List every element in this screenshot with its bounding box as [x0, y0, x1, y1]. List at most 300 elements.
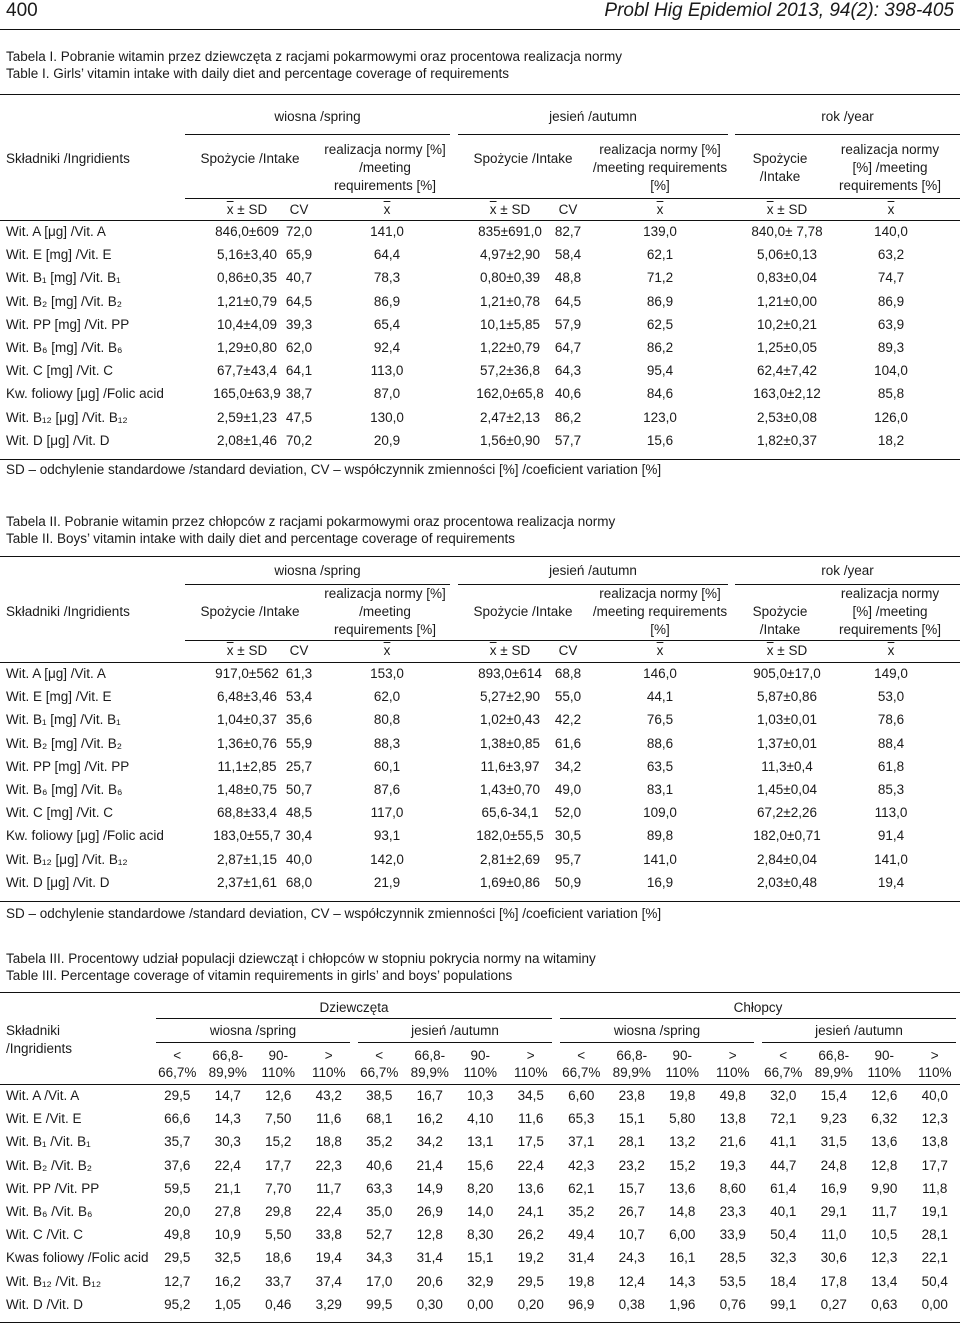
table-cell: 1,82±0,37 [732, 432, 842, 450]
table-cell: 12,4 [607, 1273, 658, 1291]
subheader-cell: $\overline{x}$ ± SD [182, 642, 312, 660]
table-cell: 1,36±0,76 [182, 735, 312, 753]
season-header: wiosna /spring [556, 1022, 758, 1040]
table-cell: 109,0 [590, 804, 730, 822]
table-cell: 37,6 [152, 1157, 203, 1175]
table-cell: 11,0 [809, 1226, 860, 1244]
header-bottom-rule [0, 1084, 960, 1085]
table-cell: 14,0 [455, 1203, 506, 1221]
table-cell: 64,3 [545, 362, 591, 380]
table-cell: 44,7 [758, 1157, 809, 1175]
table-cell: 40,0 [910, 1087, 960, 1105]
table-cell: 19,8 [556, 1273, 607, 1291]
table-cell: 0,80±0,39 [455, 269, 565, 287]
table-cell: 63,2 [835, 246, 947, 264]
table-cell: 50,4 [758, 1226, 809, 1244]
table-cell: 62,5 [590, 316, 730, 334]
table-cell: 2,53±0,08 [732, 409, 842, 427]
table-cell: 37,4 [304, 1273, 355, 1291]
table-cell: 62,0 [276, 339, 322, 357]
table-cell: 31,4 [556, 1249, 607, 1267]
table-cell: 53,4 [276, 688, 322, 706]
table-cell: 846,0±609 [182, 223, 312, 241]
table-cell: 70,2 [276, 432, 322, 450]
table-cell: 20,6 [405, 1273, 456, 1291]
table-cell: 32,3 [758, 1249, 809, 1267]
table-cell: 35,6 [276, 711, 322, 729]
table-cell: 34,5 [506, 1087, 557, 1105]
table-cell: 95,4 [590, 362, 730, 380]
row-header: Składniki /Ingridients [6, 603, 130, 621]
table-cell: 11,8 [910, 1180, 960, 1198]
table-cell: 0,46 [253, 1296, 304, 1314]
row-header: Składniki /Ingridients [6, 1022, 106, 1058]
table-cell: 22,4 [203, 1157, 254, 1175]
table-cell: 1,48±0,75 [182, 781, 312, 799]
table-cell: 19,3 [708, 1157, 759, 1175]
column-header: Spożycie /Intake [185, 150, 315, 168]
table-cell: 25,7 [276, 758, 322, 776]
table-cell: 0,00 [910, 1296, 960, 1314]
bin-header: 66,7% [556, 1064, 607, 1082]
table-cell: 50,9 [545, 874, 591, 892]
page-header [0, 0, 960, 26]
bin-header: 90- [455, 1047, 506, 1065]
table-cell: 61,8 [835, 758, 947, 776]
season-rule [560, 1042, 754, 1043]
column-header: realizacja normy [%] /meeting requirements [%] [320, 585, 450, 639]
table-cell: 1,38±0,85 [455, 735, 565, 753]
table-cell: 11,7 [859, 1203, 910, 1221]
table-cell: 17,7 [253, 1157, 304, 1175]
table-cell: 146,0 [590, 665, 730, 683]
table-cell: 22,3 [304, 1157, 355, 1175]
table-cell: 31,4 [405, 1249, 456, 1267]
table-cell: 10,2±0,21 [732, 316, 842, 334]
table-cell: 11,6 [506, 1110, 557, 1128]
table-cell: 0,00 [455, 1296, 506, 1314]
subheader-cell: $\overline{x}$ [590, 201, 730, 219]
table-cell: 29,5 [152, 1087, 203, 1105]
table-cell: 2,47±2,13 [455, 409, 565, 427]
table-cell: 2,81±2,69 [455, 851, 565, 869]
table-cell: 28,1 [910, 1226, 960, 1244]
table-cell: 87,0 [322, 385, 452, 403]
table-cell: 5,06±0,13 [732, 246, 842, 264]
table-cell: 93,1 [322, 827, 452, 845]
season-header: rok /year [735, 562, 960, 580]
subheader-cell: $\overline{x}$ [322, 642, 452, 660]
table-cell: 18,2 [835, 432, 947, 450]
column-header: Spożycie /Intake [185, 603, 315, 621]
table-cell: 9,23 [809, 1110, 860, 1128]
row-label: Wit. D /Vit. D [6, 1296, 83, 1314]
table-cell: 63,3 [354, 1180, 405, 1198]
table-cell: 53,5 [708, 1273, 759, 1291]
table-bottom-rule [0, 901, 960, 902]
table-cell: 65,9 [276, 246, 322, 264]
table-cell: 19,8 [657, 1087, 708, 1105]
table-cell: 6,00 [657, 1226, 708, 1244]
table-cell: 17,0 [354, 1273, 405, 1291]
table-cell: 1,43±0,70 [455, 781, 565, 799]
table-cell: 29,5 [152, 1249, 203, 1267]
table-cell: 80,8 [322, 711, 452, 729]
table-cell: 4,97±2,90 [455, 246, 565, 264]
caption-en: Table III. Percentage coverage of vitamin requirements in girls’ and boys’ populations [6, 967, 596, 984]
caption-pl: Tabela I. Pobranie witamin przez dziewczęta z racjami pokarmowymi oraz procentowa realizacja normy [6, 48, 622, 65]
table-cell: 64,5 [545, 293, 591, 311]
season-rule [735, 134, 960, 135]
table-cell: 7,70 [253, 1180, 304, 1198]
column-header: realizacja normy [%] /meeting requirements [%] [590, 585, 730, 639]
row-label: Wit. B₁₂ /Vit. B₁₂ [6, 1273, 101, 1291]
bin-header: 110% [708, 1064, 759, 1082]
table-cell: 68,0 [276, 874, 322, 892]
table-cell: 64,4 [322, 246, 452, 264]
table-cell: 12,3 [910, 1110, 960, 1128]
table-cell: 6,60 [556, 1087, 607, 1105]
table-cell: 17,5 [506, 1133, 557, 1151]
table-cell: 68,8 [545, 665, 591, 683]
table-cell: 12,3 [859, 1249, 910, 1267]
table-cell: 57,9 [545, 316, 591, 334]
column-header: realizacja normy [%] /meeting requirements [%] [320, 141, 450, 195]
table-cell: 62,1 [556, 1180, 607, 1198]
row-label: Wit. D [μg] /Vit. D [6, 432, 110, 450]
column-header: Spożycie /Intake [458, 150, 588, 168]
bin-header: 66,7% [354, 1064, 405, 1082]
table-cell: 1,56±0,90 [455, 432, 565, 450]
table-cell: 33,7 [253, 1273, 304, 1291]
table-cell: 1,22±0,79 [455, 339, 565, 357]
table-cell: 30,5 [545, 827, 591, 845]
row-header: Składniki /Ingridients [6, 150, 130, 168]
table-cell: 50,7 [276, 781, 322, 799]
table-cell: 126,0 [835, 409, 947, 427]
table-cell: 182,0±0,71 [732, 827, 842, 845]
table-cell: 89,3 [835, 339, 947, 357]
table-cell: 24,8 [809, 1157, 860, 1175]
season-header: rok /year [735, 108, 960, 126]
table-cell: 89,8 [590, 827, 730, 845]
table-cell: 117,0 [322, 804, 452, 822]
table-cell: 92,4 [322, 339, 452, 357]
table-cell: 5,16±3,40 [182, 246, 312, 264]
table-cell: 19,1 [910, 1203, 960, 1221]
column-header: Spożycie /Intake [735, 150, 825, 186]
table-cell: 49,0 [545, 781, 591, 799]
caption-pl: Tabela III. Procentowy udział populacji dziewcząt i chłopców w stopniu pokrycia normy na witaminy [6, 950, 596, 967]
bin-header: 90- [253, 1047, 304, 1065]
table-cell: 88,6 [590, 735, 730, 753]
table-cell: 24,3 [607, 1249, 658, 1267]
table-cell: 30,4 [276, 827, 322, 845]
table-cell: 140,0 [835, 223, 947, 241]
table-cell: 58,4 [545, 246, 591, 264]
table-cell: 15,6 [455, 1157, 506, 1175]
table-cell: 52,0 [545, 804, 591, 822]
table-cell: 1,96 [657, 1296, 708, 1314]
table-cell: 68,8±33,4 [182, 804, 312, 822]
table-cell: 64,1 [276, 362, 322, 380]
table-cell: 34,2 [545, 758, 591, 776]
table-cell: 15,4 [809, 1087, 860, 1105]
table-cell: 33,9 [708, 1226, 759, 1244]
table-cell: 67,2±2,26 [732, 804, 842, 822]
table-cell: 17,8 [809, 1273, 860, 1291]
table-cell: 139,0 [590, 223, 730, 241]
row-label: Wit. B₁ [mg] /Vit. B₁ [6, 711, 121, 729]
table-cell: 163,0±2,12 [732, 385, 842, 403]
table-cell: 13,6 [506, 1180, 557, 1198]
table-cell: 16,2 [203, 1273, 254, 1291]
table-cell: 12,6 [253, 1087, 304, 1105]
table-cell: 32,5 [203, 1249, 254, 1267]
row-label: Wit. B₁ /Vit. B₁ [6, 1133, 91, 1151]
subheader-cell: $\overline{x}$ ± SD [182, 201, 312, 219]
table-cell: 22,4 [506, 1157, 557, 1175]
table-cell: 65,6-34,1 [455, 804, 565, 822]
table-cell: 4,10 [455, 1110, 506, 1128]
table-cell: 0,38 [607, 1296, 658, 1314]
table-cell: 10,4±4,09 [182, 316, 312, 334]
bin-header: 89,9% [405, 1064, 456, 1082]
row-label: Wit. PP /Vit. PP [6, 1180, 99, 1198]
row-label: Kw. foliowy [μg] /Folic acid [6, 827, 164, 845]
row-label: Wit. A [μg] /Vit. A [6, 223, 106, 241]
table-cell: 40,6 [545, 385, 591, 403]
table-cell: 0,30 [405, 1296, 456, 1314]
table-cell: 15,2 [657, 1157, 708, 1175]
subheader-cell: CV [276, 201, 322, 219]
table-cell: 11,1±2,85 [182, 758, 312, 776]
table-cell: 840,0± 7,78 [732, 223, 842, 241]
table-cell: 82,7 [545, 223, 591, 241]
bin-header: < [556, 1047, 607, 1065]
table-cell: 55,0 [545, 688, 591, 706]
caption-en: Table II. Boys’ vitamin intake with daily diet and percentage coverage of requirements [6, 530, 615, 547]
table-cell: 38,5 [354, 1087, 405, 1105]
table-top-rule [0, 556, 960, 557]
table-cell: 26,7 [607, 1203, 658, 1221]
table-cell: 2,87±1,15 [182, 851, 312, 869]
bin-header: 66,7% [152, 1064, 203, 1082]
table-cell: 40,7 [276, 269, 322, 287]
table-cell: 30,3 [203, 1133, 254, 1151]
table-cell: 835±691,0 [455, 223, 565, 241]
season-header: wiosna /spring [185, 562, 450, 580]
row-label: Wit. D [μg] /Vit. D [6, 874, 110, 892]
table-cell: 113,0 [322, 362, 452, 380]
subheader-cell: $\overline{x}$ [835, 642, 947, 660]
table-cell: 43,2 [304, 1087, 355, 1105]
subheader-cell: $\overline{x}$ [322, 201, 452, 219]
table-cell: 57,7 [545, 432, 591, 450]
table-cell: 72,0 [276, 223, 322, 241]
table-cell: 32,0 [758, 1087, 809, 1105]
table-cell: 13,6 [859, 1133, 910, 1151]
table-cell: 8,60 [708, 1180, 759, 1198]
table-cell: 10,3 [455, 1087, 506, 1105]
table-cell: 19,2 [506, 1249, 557, 1267]
row-label: Wit. B₁ [mg] /Vit. B₁ [6, 269, 121, 287]
bin-header: > [304, 1047, 355, 1065]
table-cell: 16,2 [405, 1110, 456, 1128]
table-cell: 49,8 [708, 1087, 759, 1105]
column-header: realizacja normy [%] /meeting requirements [%] [830, 141, 950, 195]
table-cell: 62,1 [590, 246, 730, 264]
bin-header: 90- [657, 1047, 708, 1065]
table-cell: 130,0 [322, 409, 452, 427]
season-header: jesień /autumn [354, 1022, 556, 1040]
season-rule [156, 1042, 350, 1043]
table-cell: 15,1 [455, 1249, 506, 1267]
table-cell: 20,9 [322, 432, 452, 450]
season-header: jesień /autumn [458, 108, 728, 126]
table-cell: 1,02±0,43 [455, 711, 565, 729]
table-cell: 8,20 [455, 1180, 506, 1198]
row-label: Kw. foliowy [μg] /Folic acid [6, 385, 164, 403]
table-cell: 149,0 [835, 665, 947, 683]
table-cell: 28,1 [607, 1133, 658, 1151]
table-cell: 3,29 [304, 1296, 355, 1314]
table-cell: 33,8 [304, 1226, 355, 1244]
table-cell: 59,5 [152, 1180, 203, 1198]
header-rule [0, 29, 960, 30]
table-cell: 1,21±0,78 [455, 293, 565, 311]
subheader-cell: $\overline{x}$ [835, 201, 947, 219]
table-cell: 22,4 [304, 1203, 355, 1221]
bin-header: 89,9% [203, 1064, 254, 1082]
table-cell: 1,04±0,37 [182, 711, 312, 729]
table-cell: 21,1 [203, 1180, 254, 1198]
table-cell: 72,1 [758, 1110, 809, 1128]
table-cell: 42,3 [556, 1157, 607, 1175]
group-header: Chłopcy [556, 999, 960, 1017]
table-cell: 32,9 [455, 1273, 506, 1291]
table-cell: 96,9 [556, 1296, 607, 1314]
table-cell: 78,3 [322, 269, 452, 287]
table-cell: 12,6 [859, 1087, 910, 1105]
group-rule [156, 1018, 552, 1019]
table-cell: 1,37±0,01 [732, 735, 842, 753]
table-top-rule [0, 94, 960, 95]
table-cell: 21,4 [405, 1157, 456, 1175]
season-header: wiosna /spring [152, 1022, 354, 1040]
table-cell: 35,0 [354, 1203, 405, 1221]
table-cell: 40,1 [758, 1203, 809, 1221]
table-cell: 183,0±55,7 [182, 827, 312, 845]
table-cell: 60,1 [322, 758, 452, 776]
table-cell: 28,5 [708, 1249, 759, 1267]
table-cell: 2,59±1,23 [182, 409, 312, 427]
row-label: Wit. E [mg] /Vit. E [6, 688, 112, 706]
table-cell: 16,9 [590, 874, 730, 892]
table-cell: 85,8 [835, 385, 947, 403]
table-cell: 95,2 [152, 1296, 203, 1314]
table-cell: 67,7±43,4 [182, 362, 312, 380]
table-cell: 13,8 [708, 1110, 759, 1128]
table-cell: 29,8 [253, 1203, 304, 1221]
table-cell: 2,03±0,48 [732, 874, 842, 892]
table-cell: 10,5 [859, 1226, 910, 1244]
table-cell: 14,3 [203, 1110, 254, 1128]
caption-pl: Tabela II. Pobranie witamin przez chłopców z racjami pokarmowymi oraz procentowa realizacja normy [6, 513, 615, 530]
table-cell: 55,9 [276, 735, 322, 753]
table-cell: 13,1 [455, 1133, 506, 1151]
table-cell: 48,5 [276, 804, 322, 822]
table-cell: 88,3 [322, 735, 452, 753]
table-cell: 40,6 [354, 1157, 405, 1175]
table-caption [6, 950, 596, 984]
table-cell: 39,3 [276, 316, 322, 334]
table-cell: 63,9 [835, 316, 947, 334]
subheader-rule [185, 198, 960, 199]
header-bottom-rule [0, 662, 960, 663]
table-cell: 85,3 [835, 781, 947, 799]
subheader-cell: CV [545, 201, 591, 219]
table-cell: 16,7 [405, 1087, 456, 1105]
table-cell: 41,1 [758, 1133, 809, 1151]
table-cell: 86,2 [590, 339, 730, 357]
table-cell: 99,1 [758, 1296, 809, 1314]
page-number: 400 [6, 0, 38, 22]
row-label: Wit. B₂ [mg] /Vit. B₂ [6, 293, 122, 311]
table-cell: 23,3 [708, 1203, 759, 1221]
table-cell: 8,30 [455, 1226, 506, 1244]
table-cell: 11,3±0,4 [732, 758, 842, 776]
table-footnote: SD – odchylenie standardowe /standard deviation, CV – współczynnik zmienności [%] /coeficient variation [%] [6, 462, 661, 477]
table-cell: 0,27 [809, 1296, 860, 1314]
bin-header: 110% [657, 1064, 708, 1082]
table-cell: 11,6±3,97 [455, 758, 565, 776]
subheader-cell: $\overline{x}$ ± SD [455, 642, 565, 660]
row-label: Wit. C [mg] /Vit. C [6, 362, 113, 380]
row-label: Wit. B₁₂ [μg] /Vit. B₁₂ [6, 409, 128, 427]
table-cell: 14,9 [405, 1180, 456, 1198]
row-label: Wit. B₂ /Vit. B₂ [6, 1157, 92, 1175]
table-cell: 61,6 [545, 735, 591, 753]
table-cell: 141,0 [322, 223, 452, 241]
table-cell: 18,6 [253, 1249, 304, 1267]
table-cell: 9,90 [859, 1180, 910, 1198]
bin-header: 110% [304, 1064, 355, 1082]
table-cell: 47,5 [276, 409, 322, 427]
table-cell: 5,50 [253, 1226, 304, 1244]
table-cell: 1,03±0,01 [732, 711, 842, 729]
row-label: Wit. E [mg] /Vit. E [6, 246, 112, 264]
table-cell: 91,4 [835, 827, 947, 845]
table-cell: 24,1 [506, 1203, 557, 1221]
season-header: wiosna /spring [185, 108, 450, 126]
subheader-cell: $\overline{x}$ [590, 642, 730, 660]
table-cell: 38,7 [276, 385, 322, 403]
table-cell: 48,8 [545, 269, 591, 287]
bin-header: 66,8- [809, 1047, 860, 1065]
table-cell: 78,6 [835, 711, 947, 729]
table-cell: 12,8 [405, 1226, 456, 1244]
table-cell: 61,4 [758, 1180, 809, 1198]
table-cell: 23,2 [607, 1157, 658, 1175]
table-cell: 35,2 [556, 1203, 607, 1221]
table-cell: 1,21±0,00 [732, 293, 842, 311]
table-cell: 2,37±1,61 [182, 874, 312, 892]
table-cell: 57,2±36,8 [455, 362, 565, 380]
table-cell: 49,8 [152, 1226, 203, 1244]
caption-en: Table I. Girls’ vitamin intake with daily diet and percentage coverage of requirements [6, 65, 622, 82]
table-cell: 0,63 [859, 1296, 910, 1314]
